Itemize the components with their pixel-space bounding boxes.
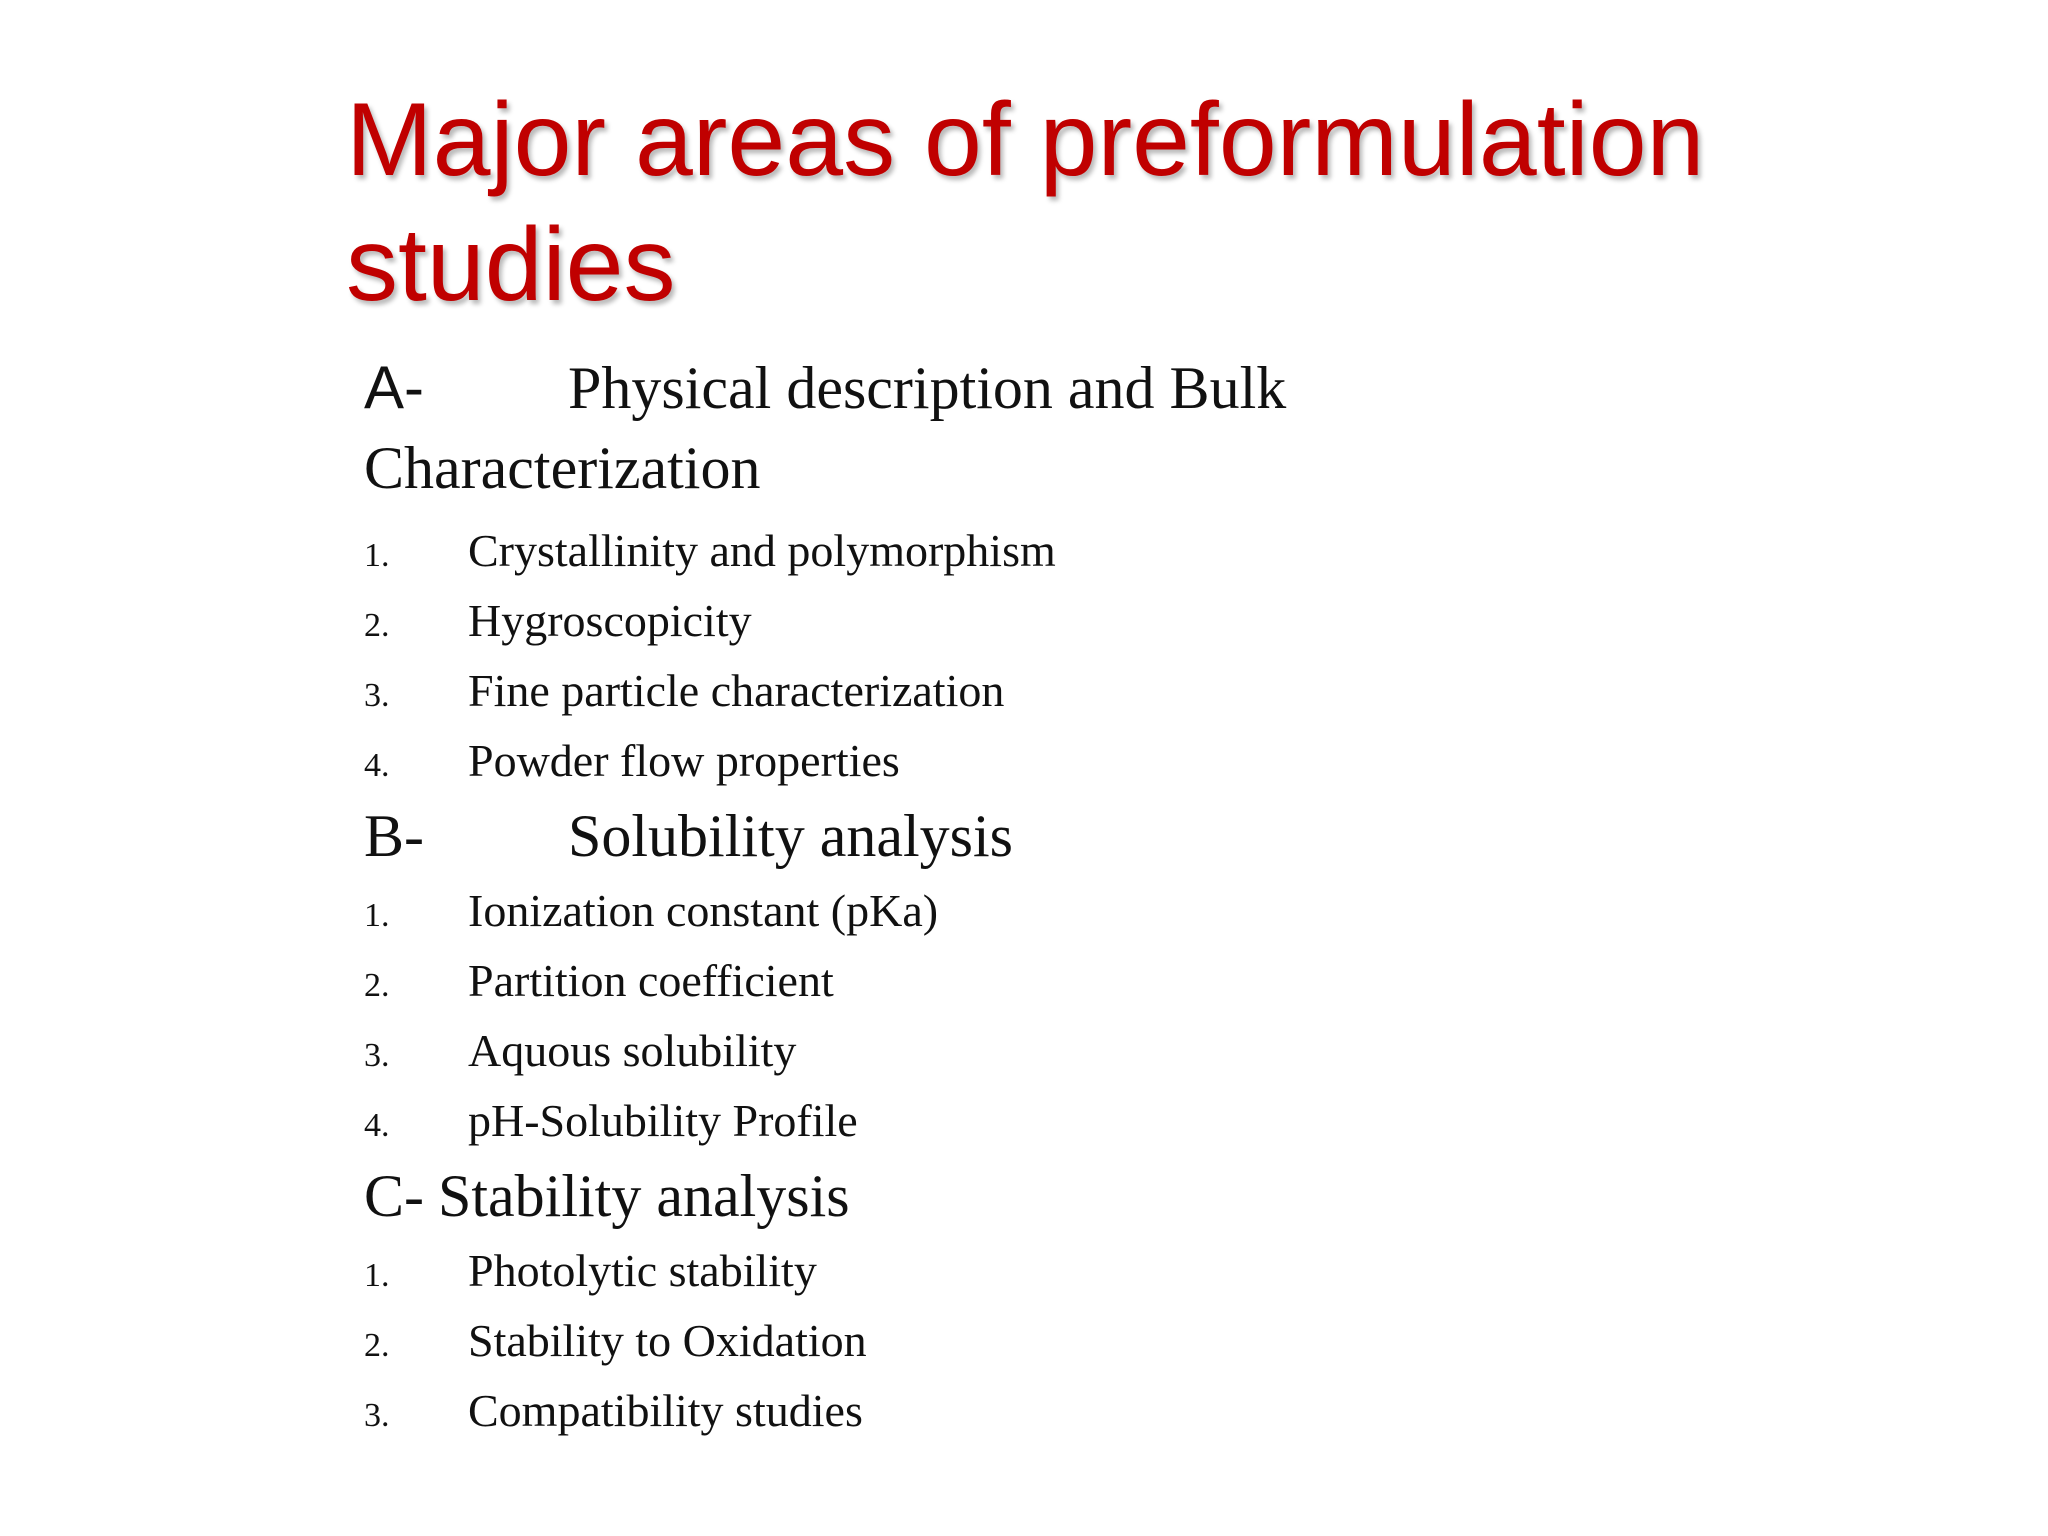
- list-item-text: Partition coefficient: [468, 955, 834, 1006]
- section-a-list: [364, 516, 1864, 796]
- list-item-number: 2.: [364, 607, 390, 644]
- list-item: [364, 586, 1864, 656]
- list-item-text: Ionization constant (pKa): [468, 885, 939, 936]
- list-item-text: Stability to Oxidation: [468, 1315, 867, 1366]
- section-c-heading: [364, 1156, 1864, 1236]
- section-a-heading-continued: Characterization: [364, 435, 761, 501]
- list-item-text: Hygroscopicity: [468, 595, 752, 646]
- list-item: [364, 1086, 1864, 1156]
- slide-title: Major areas of preformulation studies: [346, 82, 1705, 323]
- section-b: [364, 796, 1864, 1156]
- section-b-letter: B-: [364, 803, 424, 869]
- list-item-number: 3.: [364, 1397, 390, 1434]
- list-item: [364, 876, 1864, 946]
- section-a-heading: [364, 348, 1864, 428]
- section-b-heading: [364, 796, 1864, 876]
- list-item-text: Crystallinity and polymorphism: [468, 525, 1056, 576]
- list-item-number: 4.: [364, 747, 390, 784]
- section-a-letter: A-: [364, 354, 424, 421]
- section-c-heading-text: Stability analysis: [438, 1163, 850, 1229]
- list-item: [364, 1376, 1864, 1446]
- section-a-heading-text: Physical description and Bulk: [568, 355, 1287, 421]
- slide-content: [364, 348, 1864, 1446]
- list-item: [364, 1306, 1864, 1376]
- list-item-text: Compatibility studies: [468, 1385, 863, 1436]
- section-c: [364, 1156, 1864, 1446]
- list-item-number: 3.: [364, 1037, 390, 1074]
- list-item-number: 4.: [364, 1107, 390, 1144]
- list-item-number: 3.: [364, 677, 390, 714]
- spacer: [364, 508, 1864, 516]
- section-a: [364, 348, 1864, 796]
- list-item: [364, 516, 1864, 586]
- section-c-list: [364, 1236, 1864, 1446]
- section-b-list: [364, 876, 1864, 1156]
- list-item-text: pH-Solubility Profile: [468, 1095, 858, 1146]
- list-item-number: 2.: [364, 967, 390, 1004]
- list-item: [364, 656, 1864, 726]
- list-item: [364, 1236, 1864, 1306]
- list-item-number: 2.: [364, 1327, 390, 1364]
- section-b-heading-text: Solubility analysis: [568, 803, 1014, 869]
- list-item-text: Aquous solubility: [468, 1025, 797, 1076]
- list-item: [364, 726, 1864, 796]
- list-item-text: Powder flow properties: [468, 735, 900, 786]
- list-item-number: 1.: [364, 897, 390, 934]
- list-item: [364, 946, 1864, 1016]
- list-item-text: Fine particle characterization: [468, 665, 1005, 716]
- list-item-number: 1.: [364, 1257, 390, 1294]
- section-c-letter: C-: [364, 1163, 424, 1229]
- list-item: [364, 1016, 1864, 1086]
- list-item-text: Photolytic stability: [468, 1245, 817, 1296]
- list-item-number: 1.: [364, 537, 390, 574]
